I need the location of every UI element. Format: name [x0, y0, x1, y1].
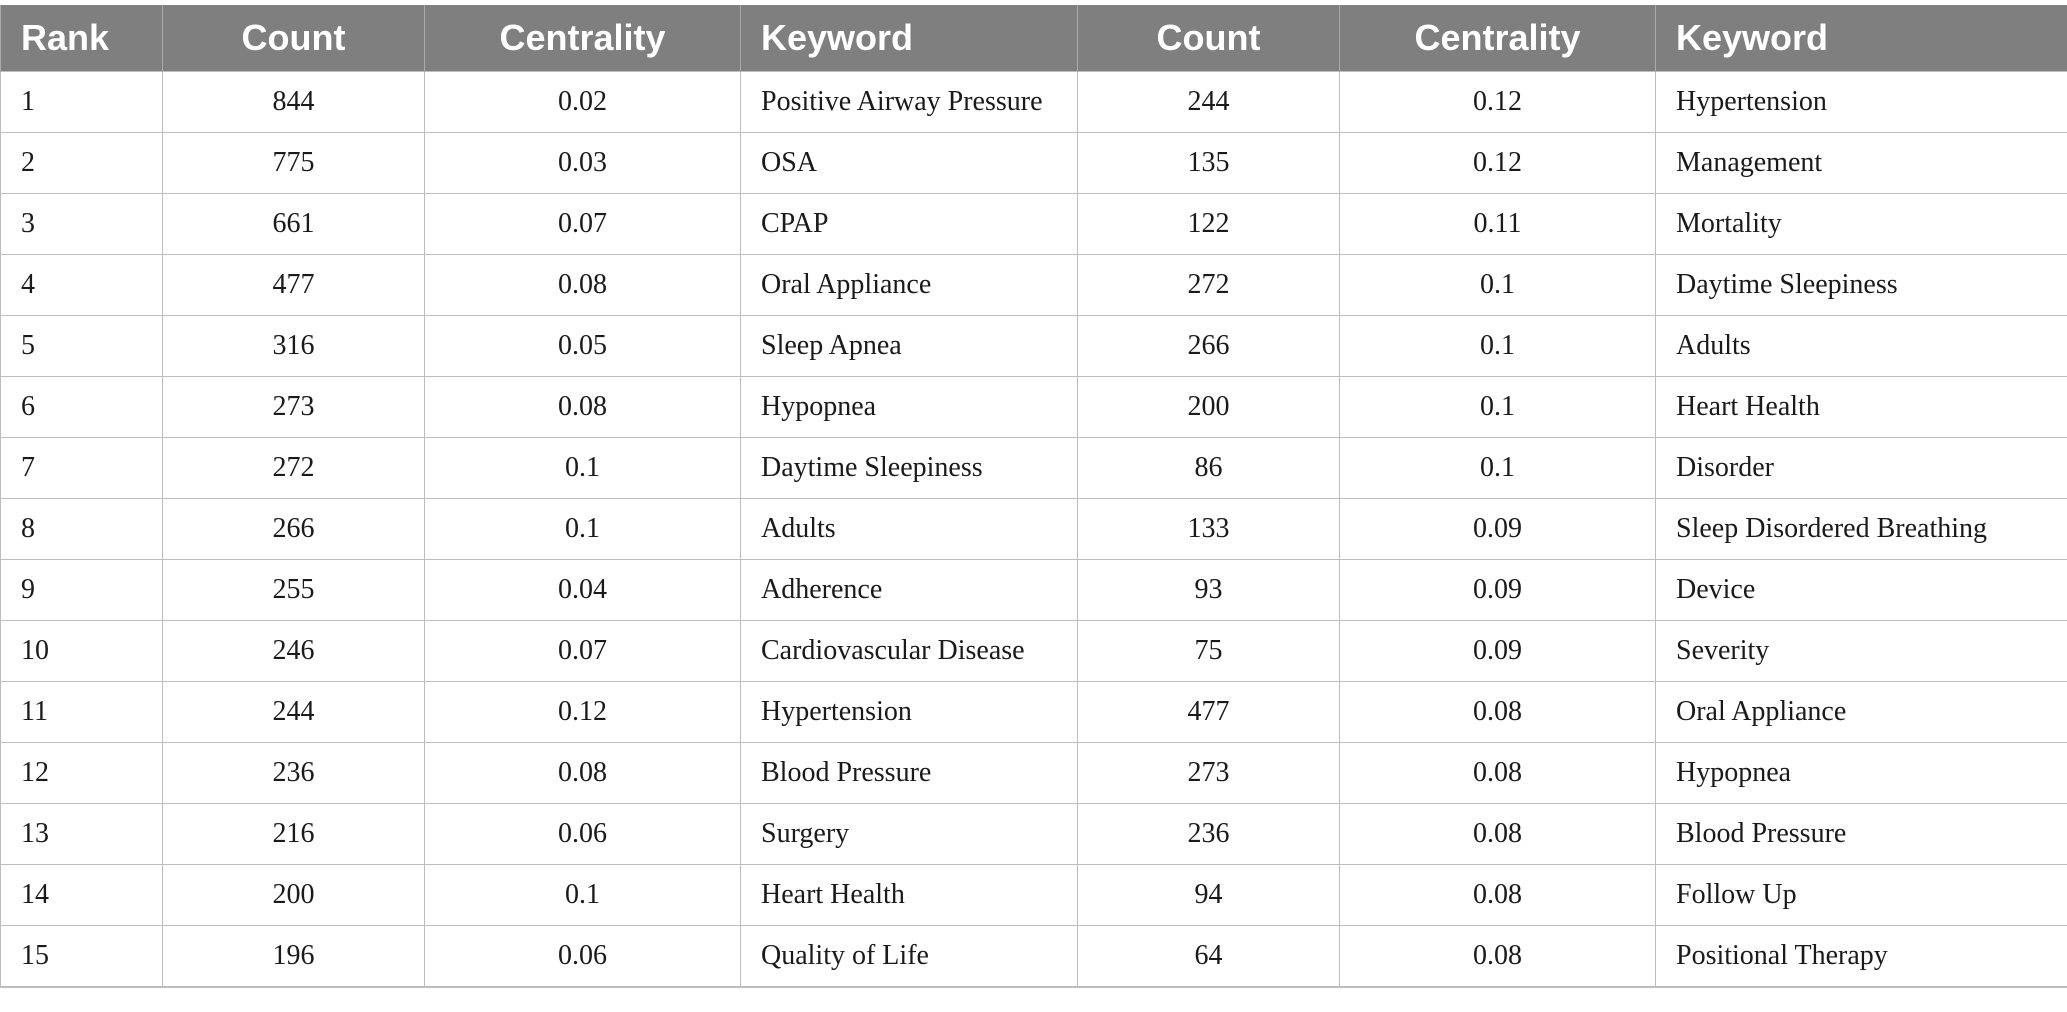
centrality-cell-2: 0.11	[1340, 194, 1656, 255]
count-cell-1: 196	[163, 926, 425, 988]
centrality-cell-1: 0.04	[425, 560, 741, 621]
count-cell-2: 64	[1078, 926, 1340, 988]
count-cell-1: 216	[163, 804, 425, 865]
header-centrality-2: Centrality	[1340, 5, 1656, 72]
table-row	[1, 194, 2067, 255]
count-cell-2: 93	[1078, 560, 1340, 621]
rank-cell: 7	[1, 438, 163, 499]
keyword-cell-1: Blood Pressure	[741, 743, 1078, 804]
table-row	[1, 743, 2067, 804]
centrality-cell-1: 0.1	[425, 438, 741, 499]
centrality-cell-2: 0.1	[1340, 377, 1656, 438]
count-cell-2: 477	[1078, 682, 1340, 743]
header-count-1: Count	[163, 5, 425, 72]
centrality-cell-1: 0.06	[425, 926, 741, 988]
keyword-table	[0, 5, 2067, 988]
centrality-cell-2: 0.08	[1340, 865, 1656, 926]
keyword-cell-2: Follow Up	[1656, 865, 2067, 926]
table-row	[1, 865, 2067, 926]
centrality-cell-2: 0.08	[1340, 804, 1656, 865]
count-cell-2: 86	[1078, 438, 1340, 499]
count-cell-2: 272	[1078, 255, 1340, 316]
header-count-2: Count	[1078, 5, 1340, 72]
keyword-cell-2: Positional Therapy	[1656, 926, 2067, 988]
count-cell-1: 661	[163, 194, 425, 255]
keyword-cell-1: Quality of Life	[741, 926, 1078, 988]
keyword-cell-2: Sleep Disordered Breathing	[1656, 499, 2067, 560]
count-cell-1: 246	[163, 621, 425, 682]
table-row	[1, 560, 2067, 621]
header-centrality-1: Centrality	[425, 5, 741, 72]
keyword-cell-1: Oral Appliance	[741, 255, 1078, 316]
keyword-cell-1: Adherence	[741, 560, 1078, 621]
centrality-cell-2: 0.08	[1340, 682, 1656, 743]
centrality-cell-1: 0.07	[425, 194, 741, 255]
count-cell-1: 844	[163, 72, 425, 133]
keyword-cell-1: Adults	[741, 499, 1078, 560]
count-cell-1: 273	[163, 377, 425, 438]
header-keyword-2: Keyword	[1656, 5, 2067, 72]
centrality-cell-1: 0.02	[425, 72, 741, 133]
centrality-cell-1: 0.1	[425, 865, 741, 926]
count-cell-2: 133	[1078, 499, 1340, 560]
keyword-table-container	[0, 5, 2067, 988]
centrality-cell-1: 0.05	[425, 316, 741, 377]
centrality-cell-1: 0.08	[425, 255, 741, 316]
centrality-cell-2: 0.1	[1340, 255, 1656, 316]
table-row	[1, 255, 2067, 316]
count-cell-1: 244	[163, 682, 425, 743]
count-cell-2: 200	[1078, 377, 1340, 438]
keyword-cell-2: Management	[1656, 133, 2067, 194]
keyword-cell-2: Daytime Sleepiness	[1656, 255, 2067, 316]
count-cell-2: 75	[1078, 621, 1340, 682]
count-cell-2: 266	[1078, 316, 1340, 377]
count-cell-1: 775	[163, 133, 425, 194]
header-rank: Rank	[1, 5, 163, 72]
rank-cell: 9	[1, 560, 163, 621]
table-row	[1, 133, 2067, 194]
centrality-cell-1: 0.08	[425, 743, 741, 804]
keyword-cell-1: Hypertension	[741, 682, 1078, 743]
keyword-cell-1: Heart Health	[741, 865, 1078, 926]
keyword-cell-1: CPAP	[741, 194, 1078, 255]
count-cell-2: 236	[1078, 804, 1340, 865]
rank-cell: 8	[1, 499, 163, 560]
keyword-cell-2: Adults	[1656, 316, 2067, 377]
keyword-cell-2: Device	[1656, 560, 2067, 621]
keyword-cell-2: Severity	[1656, 621, 2067, 682]
count-cell-1: 316	[163, 316, 425, 377]
table-row	[1, 621, 2067, 682]
rank-cell: 15	[1, 926, 163, 988]
rank-cell: 12	[1, 743, 163, 804]
header-keyword-1: Keyword	[741, 5, 1078, 72]
centrality-cell-1: 0.07	[425, 621, 741, 682]
keyword-cell-2: Heart Health	[1656, 377, 2067, 438]
keyword-cell-1: Surgery	[741, 804, 1078, 865]
rank-cell: 2	[1, 133, 163, 194]
keyword-cell-1: OSA	[741, 133, 1078, 194]
count-cell-1: 477	[163, 255, 425, 316]
keyword-cell-1: Cardiovascular Disease	[741, 621, 1078, 682]
centrality-cell-1: 0.03	[425, 133, 741, 194]
count-cell-2: 273	[1078, 743, 1340, 804]
centrality-cell-2: 0.09	[1340, 499, 1656, 560]
centrality-cell-2: 0.12	[1340, 72, 1656, 133]
table-row	[1, 804, 2067, 865]
count-cell-1: 236	[163, 743, 425, 804]
centrality-cell-2: 0.08	[1340, 926, 1656, 988]
table-row	[1, 438, 2067, 499]
rank-cell: 1	[1, 72, 163, 133]
keyword-cell-2: Hypertension	[1656, 72, 2067, 133]
centrality-cell-1: 0.06	[425, 804, 741, 865]
keyword-cell-2: Mortality	[1656, 194, 2067, 255]
table-row	[1, 499, 2067, 560]
header-row	[1, 5, 2067, 72]
count-cell-2: 122	[1078, 194, 1340, 255]
keyword-cell-2: Disorder	[1656, 438, 2067, 499]
centrality-cell-2: 0.1	[1340, 438, 1656, 499]
keyword-cell-1: Hypopnea	[741, 377, 1078, 438]
centrality-cell-1: 0.12	[425, 682, 741, 743]
centrality-cell-2: 0.09	[1340, 621, 1656, 682]
centrality-cell-2: 0.1	[1340, 316, 1656, 377]
count-cell-1: 200	[163, 865, 425, 926]
rank-cell: 13	[1, 804, 163, 865]
count-cell-1: 266	[163, 499, 425, 560]
table-row	[1, 682, 2067, 743]
keyword-cell-2: Hypopnea	[1656, 743, 2067, 804]
count-cell-2: 94	[1078, 865, 1340, 926]
count-cell-1: 255	[163, 560, 425, 621]
keyword-cell-1: Sleep Apnea	[741, 316, 1078, 377]
table-row	[1, 926, 2067, 988]
table-row	[1, 316, 2067, 377]
count-cell-2: 244	[1078, 72, 1340, 133]
rank-cell: 11	[1, 682, 163, 743]
centrality-cell-2: 0.08	[1340, 743, 1656, 804]
count-cell-2: 135	[1078, 133, 1340, 194]
centrality-cell-1: 0.1	[425, 499, 741, 560]
keyword-cell-1: Daytime Sleepiness	[741, 438, 1078, 499]
centrality-cell-2: 0.09	[1340, 560, 1656, 621]
rank-cell: 10	[1, 621, 163, 682]
count-cell-1: 272	[163, 438, 425, 499]
table-row	[1, 72, 2067, 133]
keyword-cell-1: Positive Airway Pressure	[741, 72, 1078, 133]
rank-cell: 6	[1, 377, 163, 438]
table-body	[1, 72, 2067, 988]
rank-cell: 3	[1, 194, 163, 255]
rank-cell: 14	[1, 865, 163, 926]
keyword-cell-2: Oral Appliance	[1656, 682, 2067, 743]
centrality-cell-2: 0.12	[1340, 133, 1656, 194]
rank-cell: 4	[1, 255, 163, 316]
keyword-cell-2: Blood Pressure	[1656, 804, 2067, 865]
rank-cell: 5	[1, 316, 163, 377]
table-row	[1, 377, 2067, 438]
centrality-cell-1: 0.08	[425, 377, 741, 438]
